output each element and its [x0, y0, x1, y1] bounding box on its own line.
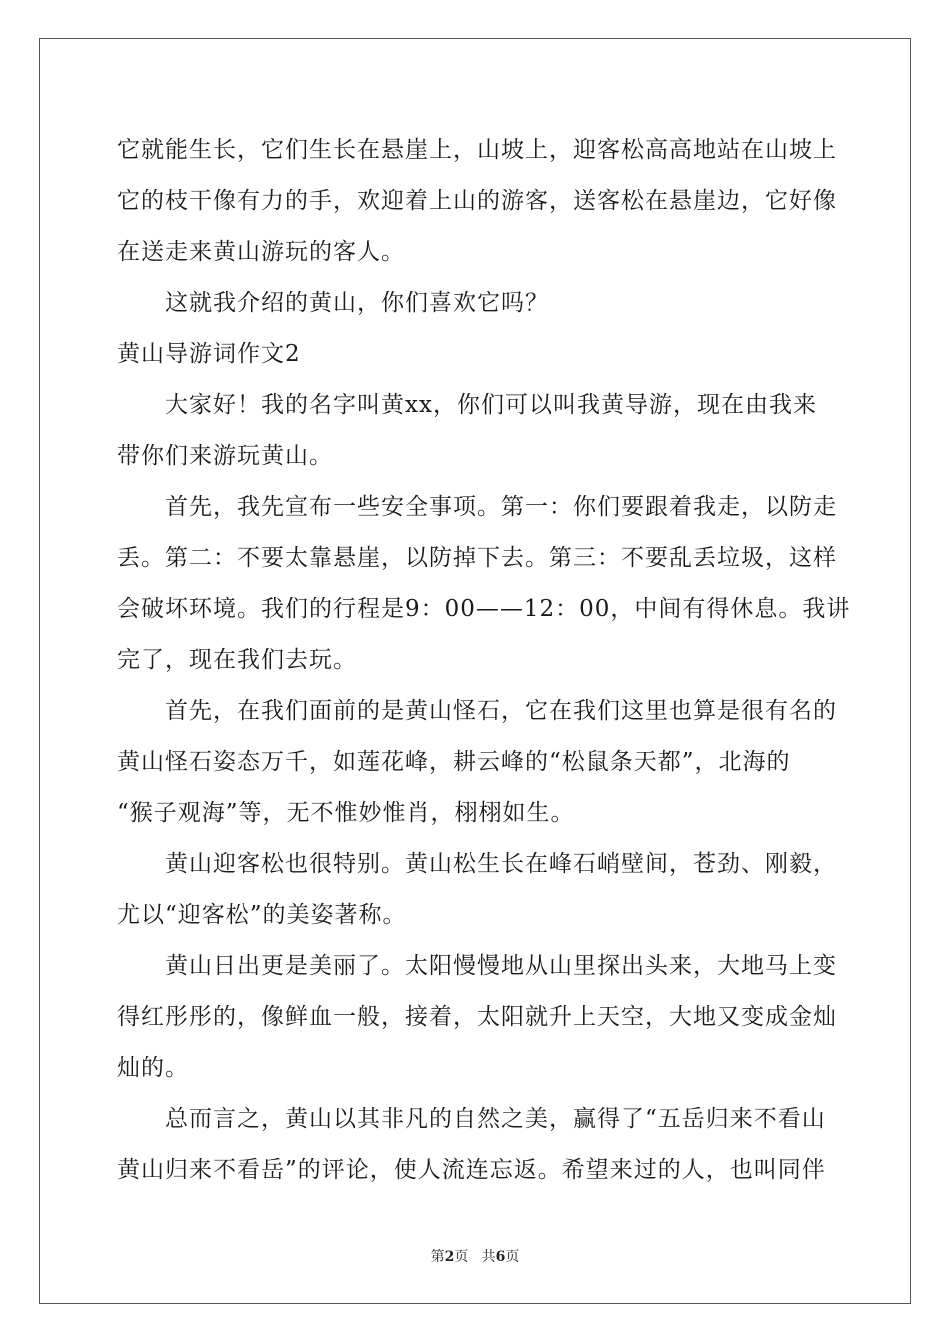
text-line: 首先，在我们面前的是黄山怪石，它在我们这里也算是很有名的 — [165, 698, 837, 724]
text-line: 它就能生长，它们生长在悬崖上，山坡上，迎客松高高地站在山坡上 — [117, 137, 837, 163]
text-line: 完了，现在我们去玩。 — [117, 647, 357, 673]
footer-total-prefix: 共 — [481, 1249, 496, 1265]
text-line: 黄山怪石姿态万千，如莲花峰，耕云峰的“松鼠条天都”，北海的 — [117, 749, 791, 775]
text-line: 丢。第二：不要太靠悬崖，以防掉下去。第三：不要乱丢垃圾，这样 — [117, 545, 837, 571]
section-heading: 黄山导游词作文2 — [117, 341, 301, 367]
text-line: 带你们来游玩黄山。 — [117, 443, 333, 469]
footer-page-number: 2 — [444, 1249, 455, 1265]
page-footer — [0, 1246, 950, 1266]
text-line: 它的枝干像有力的手，欢迎着上山的游客，送客松在悬崖边，它好像 — [117, 188, 837, 214]
text-line: 会破坏环境。我们的行程是9：00——12：00，中间有得休息。我讲 — [117, 596, 851, 622]
text-line: 黄山日出更是美丽了。太阳慢慢地从山里探出头来，大地马上变 — [165, 953, 837, 979]
text-line: 得红彤彤的，像鲜血一般，接着，太阳就升上天空，大地又变成金灿 — [117, 1004, 837, 1030]
footer-page-prefix: 第 — [430, 1249, 445, 1265]
text-line: 在送走来黄山游玩的客人。 — [117, 239, 405, 265]
text-line: 大家好！我的名字叫黄xx，你们可以叫我黄导游，现在由我来 — [165, 392, 817, 418]
document-body — [117, 125, 851, 1196]
footer-page-suffix: 页 — [454, 1249, 469, 1265]
text-line: 黄山归来不看岳”的评论，使人流连忘返。希望来过的人，也叫同伴 — [117, 1157, 826, 1183]
text-line: 尤以“迎客松”的美姿著称。 — [117, 902, 407, 928]
footer-total-number: 6 — [495, 1249, 506, 1265]
text-line: 总而言之，黄山以其非凡的自然之美，赢得了“五岳归来不看山 — [165, 1106, 826, 1132]
text-line: “猴子观海”等，无不惟妙惟肖，栩栩如生。 — [117, 800, 575, 826]
text-line: 黄山迎客松也很特别。黄山松生长在峰石峭壁间，苍劲、刚毅， — [165, 851, 837, 877]
text-line: 首先，我先宣布一些安全事项。第一：你们要跟着我走，以防走 — [165, 494, 837, 520]
footer-total-suffix: 页 — [505, 1249, 520, 1265]
text-line: 这就我介绍的黄山，你们喜欢它吗？ — [165, 290, 549, 316]
text-line: 灿的。 — [117, 1055, 189, 1081]
